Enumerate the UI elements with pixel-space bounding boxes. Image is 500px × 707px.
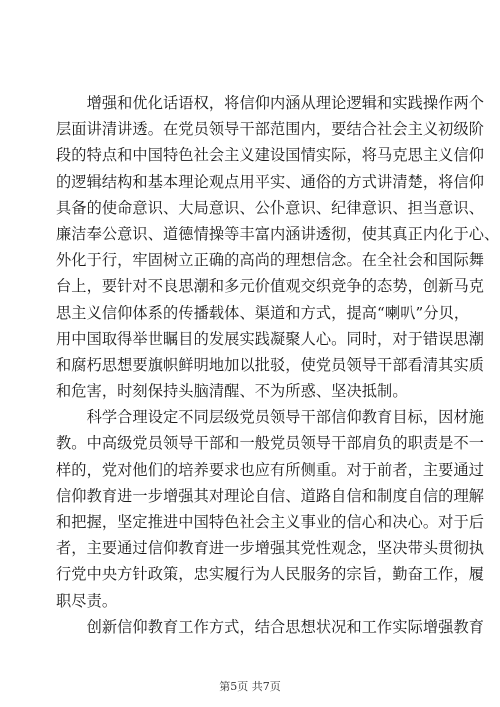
- text-line: 的逻辑结构和基本理论观点用平实、通俗的方式讲清楚，将信仰: [56, 172, 485, 191]
- text-line: 行党中央方针政策，忠实履行为人民服务的宗旨，勤奋工作，履: [56, 565, 485, 584]
- page-number-footer: 第5页 共7页: [219, 680, 281, 693]
- text-line: 科学合理设定不同层级党员领导干部信仰教育目标，因材施: [56, 408, 485, 427]
- text-line: 思主义信仰体系的传播载体、渠道和方式，提高“喇叭”分贝，: [56, 303, 470, 322]
- text-line: 教。中高级党员领导干部和一般党员领导干部肩负的职责是不一: [56, 434, 485, 453]
- text-line: 段的特点和中国特色社会主义建设国情实际，将马克思主义信仰: [56, 146, 485, 165]
- text-line: 和腐朽思想要旗帜鲜明地加以批驳，使党员领导干部看清其实质: [56, 355, 485, 374]
- text-line: 和把握，坚定推进中国特色社会主义事业的信心和决心。对于后: [56, 513, 485, 531]
- text-line: 增强和优化话语权，将信仰内涵从理论逻辑和实践操作两个: [56, 94, 485, 112]
- body-text: [56, 90, 500, 640]
- text-line: 和危害，时刻保持头脑清醒、不为所惑、坚决抵制。: [56, 382, 408, 401]
- text-line: 层面讲清讲透。在党员领导干部范围内，要结合社会主义初级阶: [56, 120, 485, 139]
- text-line: 信仰教育进一步增强其对理论自信、道路自信和制度自信的理解: [56, 486, 485, 505]
- text-line: 用中国取得举世瞩目的发展实践凝聚人心。同时，对于错误思潮: [56, 329, 485, 348]
- text-line: 样的，党对他们的培养要求也应有所侧重。对于前者，主要通过: [56, 460, 485, 479]
- text-line: 廉洁奉公意识、道德情操等丰富内涵讲透彻，使其真正内化于心、: [56, 224, 500, 243]
- text-line: 创新信仰教育工作方式，结合思想状况和工作实际增强教育: [56, 617, 485, 636]
- text-line: 外化于行，牢固树立正确的高尚的理想信念。在全社会和国际舞: [56, 251, 485, 270]
- text-line: 者，主要通过信仰教育进一步增强其党性观念，坚决带头贯彻执: [56, 539, 485, 558]
- text-line: 具备的使命意识、大局意识、公仆意识、纪律意识、担当意识、: [56, 198, 485, 217]
- text-line: 职尽责。: [56, 591, 118, 610]
- text-line: 台上，要针对不良思潮和多元价值观交织竞争的态势，创新马克: [56, 277, 485, 296]
